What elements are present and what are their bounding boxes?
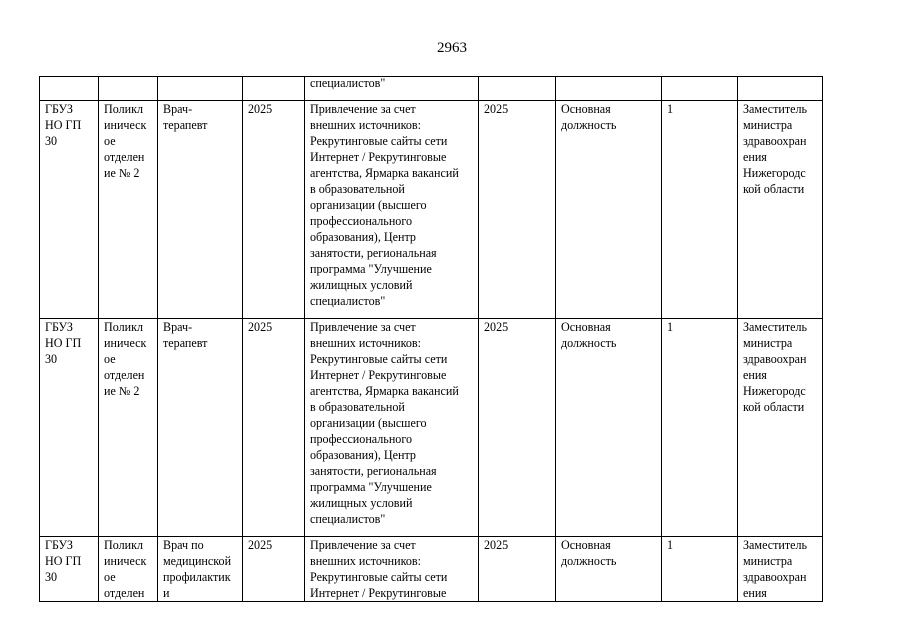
cell-count — [662, 537, 738, 602]
cell-responsible-line: Нижегородс — [743, 166, 806, 180]
cell-method — [305, 537, 479, 602]
cell-org-line: 30 — [45, 352, 58, 366]
cell-method-line: организации (высшего — [310, 416, 427, 430]
cell-unit — [99, 77, 158, 101]
cell-unit — [99, 537, 158, 602]
cell-post-type-line: должность — [561, 554, 617, 568]
cell-responsible-line: Заместитель — [743, 320, 808, 334]
cell-responsible — [738, 319, 823, 537]
cell-unit-line: отделен — [104, 368, 145, 382]
cell-org-line: ГБУЗ — [45, 102, 73, 116]
cell-method-line: в образовательной — [310, 400, 405, 414]
cell-unit-line: Поликл — [104, 538, 144, 552]
cell-unit-line: ое — [104, 352, 116, 366]
cell-year2-value: 2025 — [484, 102, 509, 116]
cell-method-line: внешних источников: — [310, 336, 421, 350]
cell-year2-value: 2025 — [484, 320, 509, 334]
cell-count-value: 1 — [667, 320, 674, 334]
cell-position-line: терапевт — [163, 336, 208, 350]
cell-year-value: 2025 — [248, 320, 273, 334]
cell-position — [158, 101, 243, 319]
cell-count — [662, 77, 738, 101]
cell-unit-line: иническ — [104, 554, 147, 568]
cell-position — [158, 77, 243, 101]
cell-post-type — [556, 77, 662, 101]
cell-unit-line: ие № 2 — [104, 166, 140, 180]
cell-year-value: 2025 — [248, 102, 273, 116]
cell-method-line: жилищных условий — [310, 496, 413, 510]
cell-position-line: профилактик — [163, 570, 231, 584]
cell-unit-line: ое — [104, 134, 116, 148]
cell-method-line: профессионального — [310, 214, 413, 228]
cell-position-line: Врач- — [163, 320, 193, 334]
cell-post-type — [556, 101, 662, 319]
cell-responsible-line: здравоохран — [743, 352, 807, 366]
cell-method-line: Рекрутинговые сайты сети — [310, 570, 448, 584]
cell-responsible-line: Заместитель — [743, 102, 808, 116]
cell-org-line: НО ГП — [45, 554, 82, 568]
cell-post-type — [556, 537, 662, 602]
cell-method-line: агентства, Ярмарка вакансий — [310, 384, 459, 398]
cell-responsible-line: министра — [743, 336, 793, 350]
cell-count-value: 1 — [667, 538, 674, 552]
cell-method — [305, 77, 479, 101]
cell-method — [305, 319, 479, 537]
cell-method-line: внешних источников: — [310, 554, 421, 568]
cell-position-line: Врач- — [163, 102, 193, 116]
table-row — [40, 101, 823, 319]
cell-responsible — [738, 101, 823, 319]
cell-responsible-line: министра — [743, 118, 793, 132]
cell-responsible-line: здравоохран — [743, 570, 807, 584]
table-row — [40, 537, 823, 602]
continuation-row — [40, 77, 823, 101]
cell-method-line: Интернет / Рекрутинговые — [310, 586, 447, 600]
cell-responsible — [738, 77, 823, 101]
cell-org-line: ГБУЗ — [45, 538, 73, 552]
cell-method-line: Привлечение за счет — [310, 320, 416, 334]
cell-unit-line: иническ — [104, 336, 147, 350]
cell-method-line: специалистов" — [310, 294, 386, 308]
cell-method-line: внешних источников: — [310, 118, 421, 132]
cell-responsible-line: здравоохран — [743, 134, 807, 148]
cell-responsible-line: ения — [743, 150, 767, 164]
page-number: 2963 — [437, 40, 467, 56]
cell-unit — [99, 319, 158, 537]
cell-unit-line: Поликл — [104, 102, 144, 116]
cell-unit-line: Поликл — [104, 320, 144, 334]
cell-method-line: Привлечение за счет — [310, 538, 416, 552]
cell-post-type-line: должность — [561, 336, 617, 350]
cell-method-line: образования), Центр — [310, 230, 416, 244]
cell-org-line: НО ГП — [45, 336, 82, 350]
cell-org-line: ГБУЗ — [45, 320, 73, 334]
cell-count-value: 1 — [667, 102, 674, 116]
cell-method-line: в образовательной — [310, 182, 405, 196]
cell-method — [305, 101, 479, 319]
cell-year2-value: 2025 — [484, 538, 509, 552]
cell-method-line: программа "Улучшение — [310, 262, 432, 276]
cell-year2 — [479, 537, 556, 602]
vacancy-table — [39, 76, 823, 602]
cell-responsible-line: Заместитель — [743, 538, 808, 552]
cell-unit — [99, 101, 158, 319]
cell-org-line: НО ГП — [45, 118, 82, 132]
cell-method-line: образования), Центр — [310, 448, 416, 462]
cell-method-line: программа "Улучшение — [310, 480, 432, 494]
cell-count — [662, 319, 738, 537]
cell-responsible-line: министра — [743, 554, 793, 568]
cell-method-line: специалистов" — [310, 512, 386, 526]
cell-unit-line: отделен — [104, 586, 145, 600]
cell-method-line: жилищных условий — [310, 278, 413, 292]
cell-method-line: агентства, Ярмарка вакансий — [310, 166, 459, 180]
cell-method-line: организации (высшего — [310, 198, 427, 212]
table-row — [40, 319, 823, 537]
cell-post-type-line: Основная — [561, 102, 611, 116]
cell-responsible-line: Нижегородс — [743, 384, 806, 398]
cell-position — [158, 537, 243, 602]
cell-responsible-line: кой области — [743, 400, 805, 414]
cell-post-type-line: Основная — [561, 538, 611, 552]
cell-count — [662, 101, 738, 319]
continuation-text: специалистов" — [310, 76, 386, 90]
cell-org — [40, 537, 99, 602]
cell-year — [243, 319, 305, 537]
cell-position-line: и — [163, 586, 170, 600]
cell-position — [158, 319, 243, 537]
cell-method-line: Интернет / Рекрутинговые — [310, 368, 447, 382]
cell-method-line: занятости, региональная — [310, 246, 437, 260]
cell-org — [40, 77, 99, 101]
cell-year-value: 2025 — [248, 538, 273, 552]
cell-org-line: 30 — [45, 570, 58, 584]
cell-responsible-line: ения — [743, 368, 767, 382]
cell-year2 — [479, 319, 556, 537]
cell-year — [243, 77, 305, 101]
cell-org — [40, 101, 99, 319]
cell-post-type-line: должность — [561, 118, 617, 132]
cell-unit-line: отделен — [104, 150, 145, 164]
cell-post-type — [556, 319, 662, 537]
cell-year2 — [479, 101, 556, 319]
cell-unit-line: ое — [104, 570, 116, 584]
cell-position-line: медицинской — [163, 554, 232, 568]
cell-method-line: Рекрутинговые сайты сети — [310, 352, 448, 366]
cell-method-line: Привлечение за счет — [310, 102, 416, 116]
cell-position-line: Врач по — [163, 538, 204, 552]
cell-year2 — [479, 77, 556, 101]
cell-position-line: терапевт — [163, 118, 208, 132]
cell-org — [40, 319, 99, 537]
cell-method-line: занятости, региональная — [310, 464, 437, 478]
cell-responsible-line: ения — [743, 586, 767, 600]
cell-year — [243, 537, 305, 602]
cell-responsible — [738, 537, 823, 602]
cell-unit-line: иническ — [104, 118, 147, 132]
cell-method-line: профессионального — [310, 432, 413, 446]
cell-method-line: Интернет / Рекрутинговые — [310, 150, 447, 164]
cell-post-type-line: Основная — [561, 320, 611, 334]
cell-year — [243, 101, 305, 319]
cell-responsible-line: кой области — [743, 182, 805, 196]
cell-org-line: 30 — [45, 134, 58, 148]
cell-method-line: Рекрутинговые сайты сети — [310, 134, 448, 148]
cell-unit-line: ие № 2 — [104, 384, 140, 398]
